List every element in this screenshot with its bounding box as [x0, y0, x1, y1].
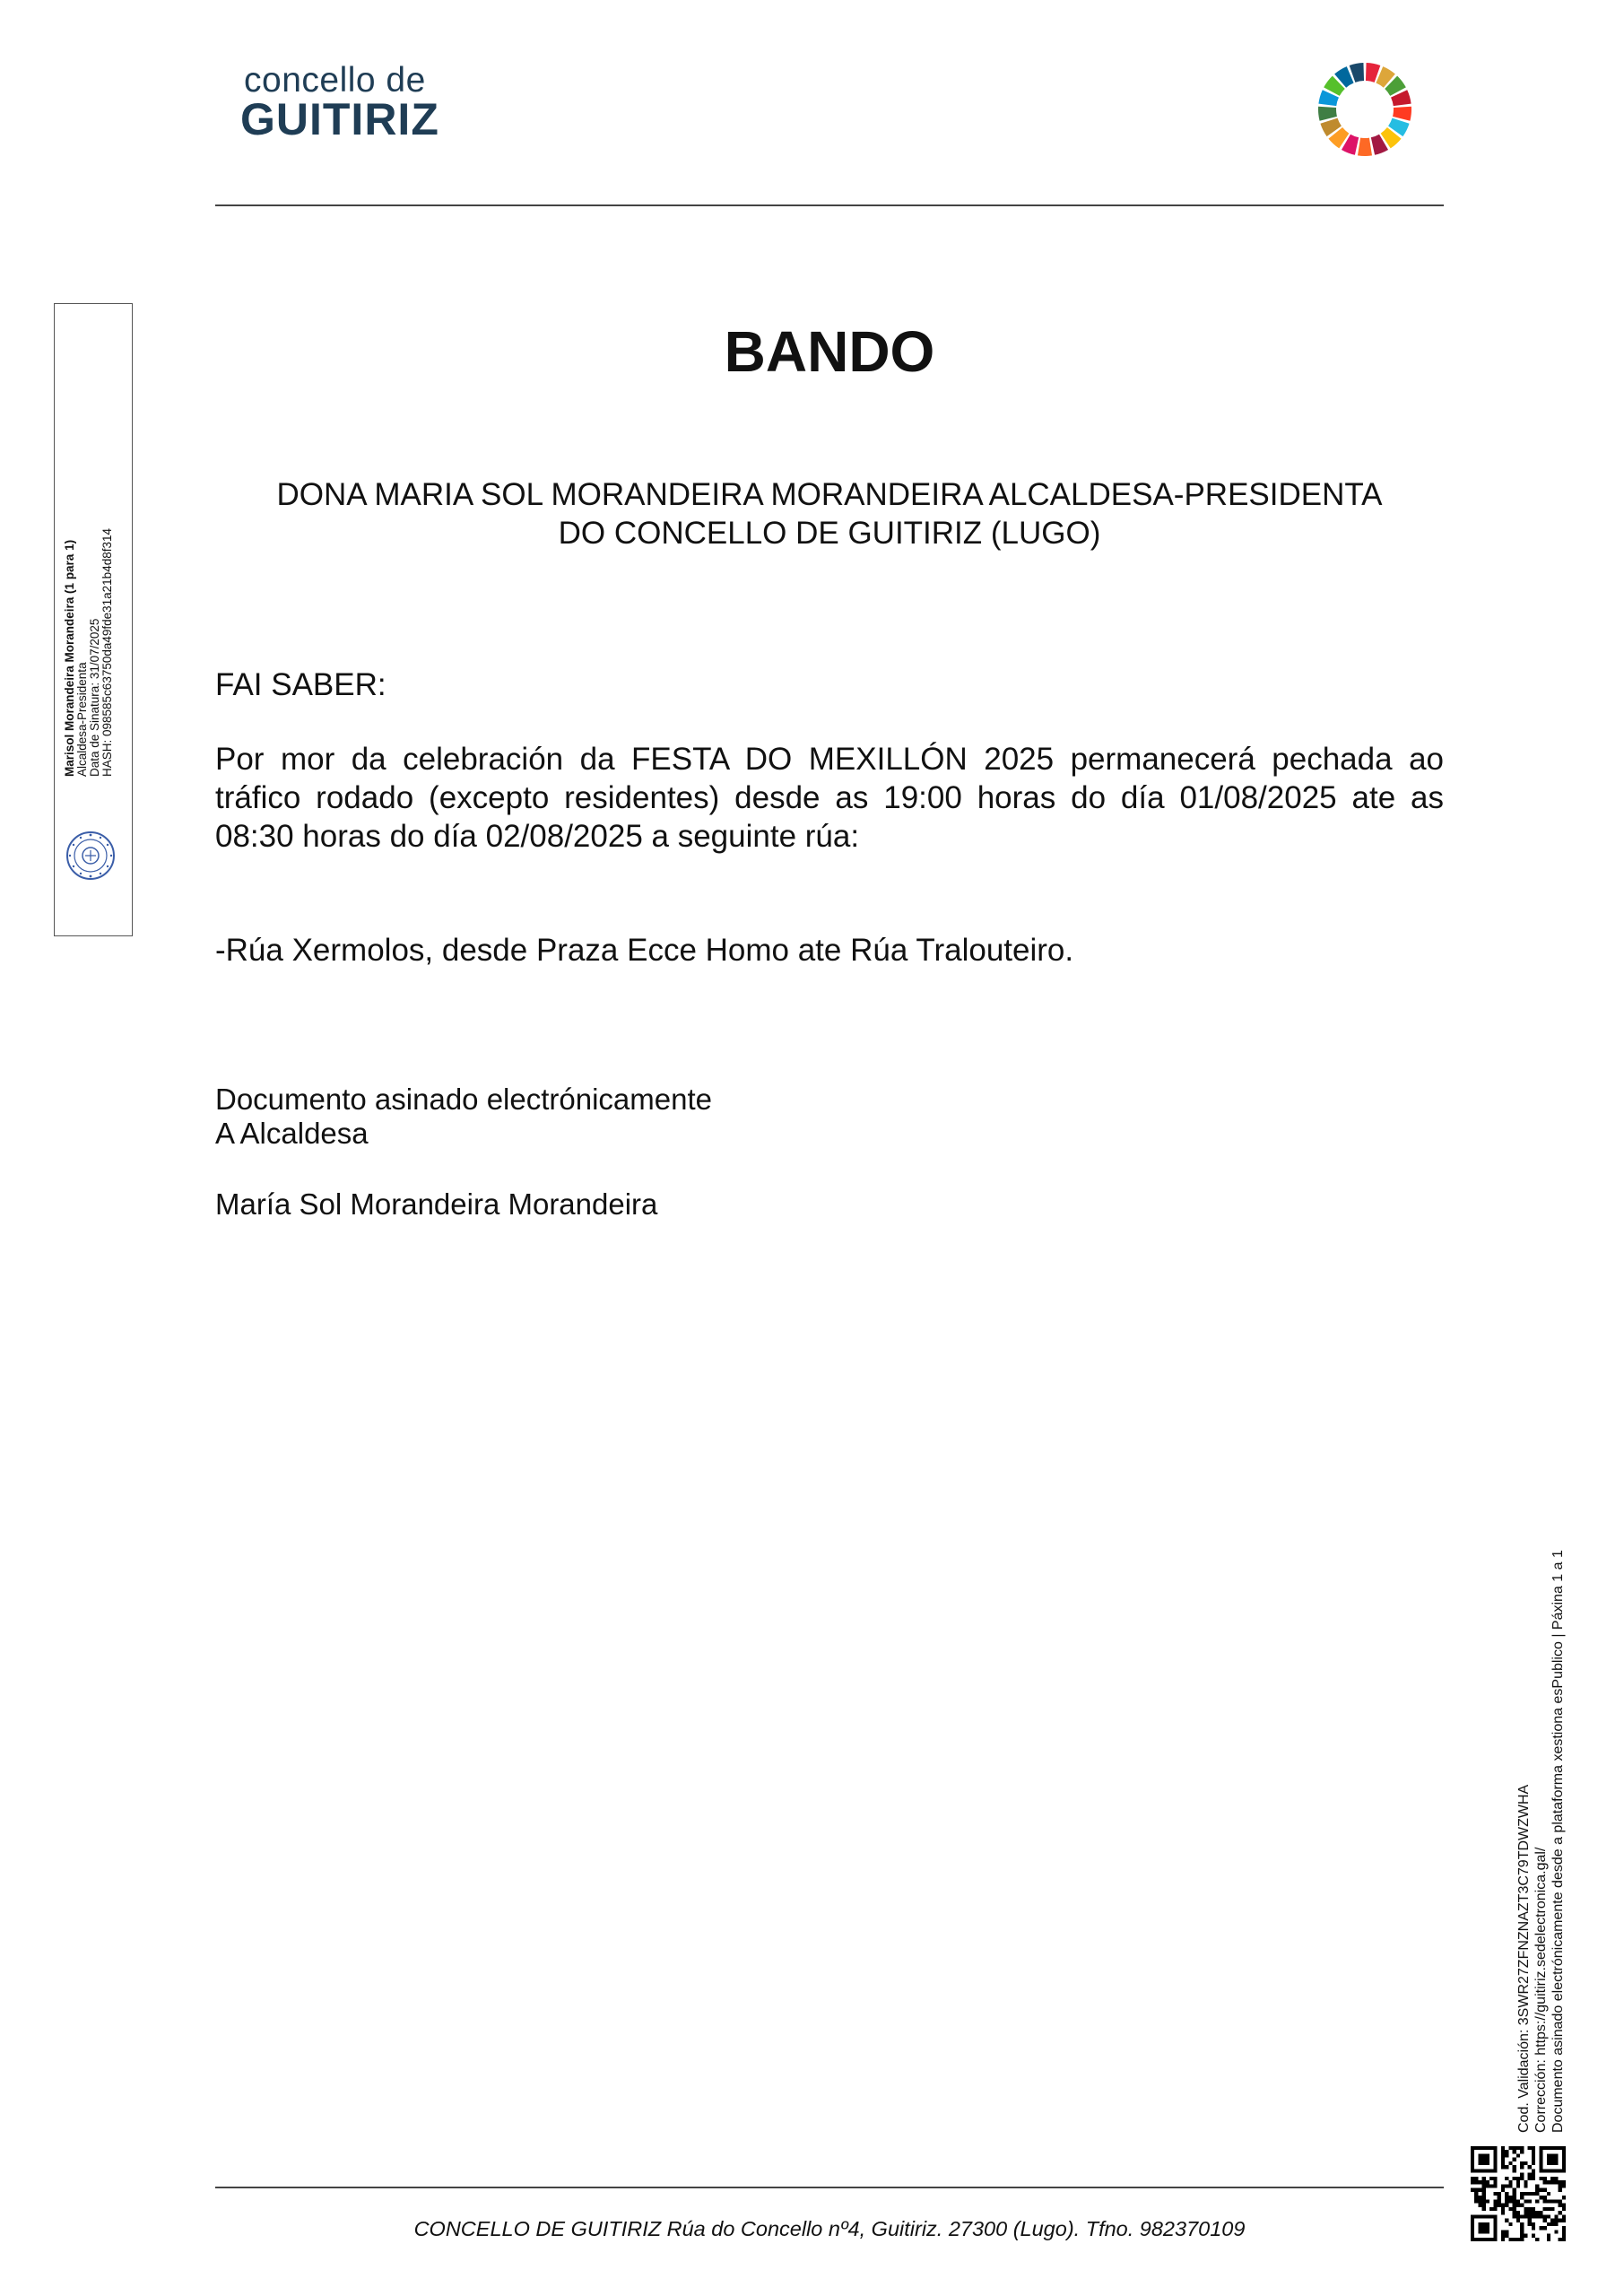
document-title: BANDO [724, 319, 935, 384]
municipal-seal-icon [65, 831, 116, 881]
closed-street: -Rúa Xermolos, desde Praza Ecce Homo ate Rúa Tralouteiro. [215, 933, 1074, 968]
validation-details [1515, 1451, 1567, 2133]
validation-platform: Documento asinado electrónicamente desde a plataforma xestiona esPublico | Páxina 1 a 1 [1550, 1550, 1566, 2133]
sdg-wheel-icon [1316, 61, 1413, 158]
sdg-segment [1393, 107, 1411, 121]
signature-hash: HASH: 098585c63750da49fde31a21b4d8f314 [100, 528, 114, 777]
signature-signer: Marisol Morandeira Morandeira (1 para 1) [63, 539, 76, 777]
footer-divider [215, 2187, 1444, 2188]
fai-saber-heading: FAI SABER: [215, 667, 386, 702]
subtitle-line-1: DONA MARIA SOL MORANDEIRA MORANDEIRA ALCALDESA-PRESIDENTA [276, 477, 1383, 512]
header-divider [215, 204, 1444, 206]
announcement-paragraph [215, 740, 1444, 856]
footer-address: CONCELLO DE GUITIRIZ Rúa do Concello nº4, Guitiriz. 27300 (Lugo). Tfno. 982370109 [413, 2217, 1246, 2240]
document-subtitle [215, 475, 1444, 552]
signoff-block [215, 1083, 712, 1151]
paragraph-line: 08:30 horas do día 02/08/2025 a seguinte rúa: [215, 819, 860, 854]
logo-text-line1: concello de [244, 61, 426, 100]
validation-code: Cod. Validación: 3SWR27ZFNZNAZT3C79TDWZWHA [1516, 1784, 1532, 2133]
subtitle-line-2: DO CONCELLO DE GUITIRIZ (LUGO) [558, 516, 1101, 551]
paragraph-line: Por mor da celebración da FESTA DO MEXILLÓN 2025 permanecerá pechada ao [215, 742, 1444, 777]
signer-name: María Sol Morandeira Morandeira [215, 1187, 658, 1221]
signature-role: Alcaldesa-Presidenta [75, 662, 89, 777]
paragraph-line: tráfico rodado (excepto residentes) desde as 19:00 horas do día 01/08/2025 ate as [215, 780, 1444, 815]
signoff-line-1: Documento asinado electrónicamente [215, 1083, 712, 1116]
signoff-line-2: A Alcaldesa [215, 1117, 369, 1150]
logo-text-line2: GUITIRIZ [240, 94, 439, 144]
qr-code-icon[interactable] [1471, 2146, 1566, 2241]
sdg-segment [1318, 107, 1337, 121]
signature-date: Data de Sinatura: 31/07/2025 [88, 618, 101, 777]
signature-details [64, 490, 114, 777]
sdg-segment [1358, 138, 1372, 156]
validation-url: Corrección: https://guitiriz.sedelectronica.gal/ [1533, 1847, 1549, 2133]
